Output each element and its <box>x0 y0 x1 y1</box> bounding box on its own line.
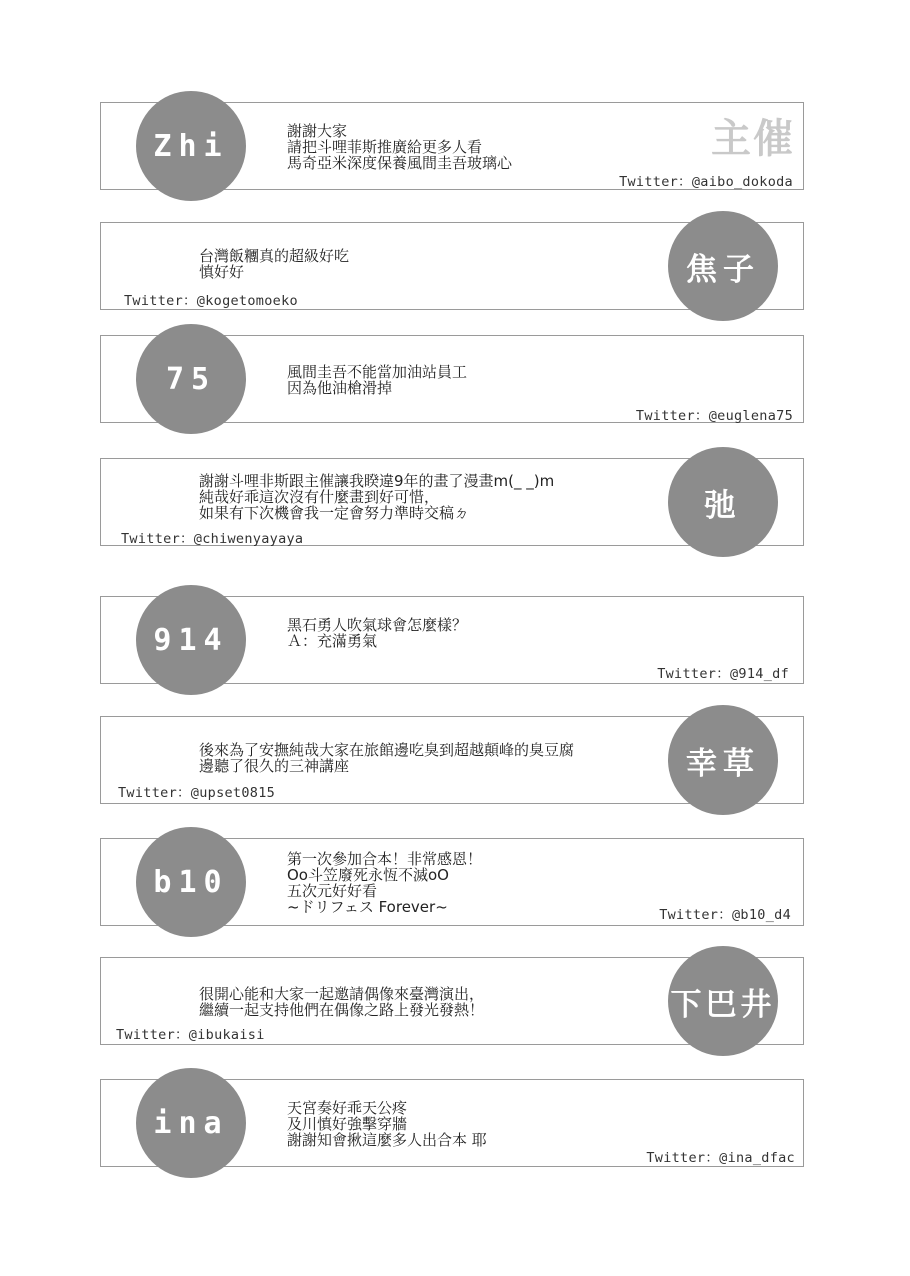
author-avatar: Zhi <box>136 91 246 201</box>
twitter-handle: Twitter：@upset0815 <box>118 785 276 801</box>
author-avatar: 幸草 <box>668 705 778 815</box>
author-avatar: 下巴井 <box>668 946 778 1056</box>
author-avatar: ina <box>136 1068 246 1178</box>
message-text: 台灣飯糰真的超級好吃 慎好好 <box>199 247 350 281</box>
author-avatar: b10 <box>136 827 246 937</box>
twitter-handle: Twitter：@914_df <box>657 666 789 682</box>
message-text: 風間圭吾不能當加油站員工 因為他油槍滑掉 <box>287 363 468 397</box>
author-avatar: 914 <box>136 585 246 695</box>
twitter-handle: Twitter：@euglena75 <box>635 408 793 424</box>
author-avatar: 75 <box>136 324 246 434</box>
message-text: 很開心能和大家一起邀請偶像來臺灣演出， 繼續一起支持他們在偶像之路上發光發熱！ <box>199 985 485 1019</box>
message-text: 第一次參加合本！非常感恩！ Oo斗笠廢死永恆不滅oO 五次元好好看 ~ドリフェス Forever~ <box>287 850 483 916</box>
author-avatar: 弛 <box>668 447 778 557</box>
message-text: 謝謝斗哩非斯跟主催讓我睽違9年的畫了漫畫m(_ _)m 純哉好乖這次沒有什麼畫到好可惜， 如果有下次機會我一定會努力準時交稿ㄉ <box>199 472 555 522</box>
message-text: 黑石勇人吹氣球會怎麼樣？ Ａ：充滿勇氣 <box>287 616 468 650</box>
host-badge: 主催 <box>711 116 795 162</box>
twitter-handle: Twitter：@b10_d4 <box>659 907 791 923</box>
twitter-handle: Twitter：@aibo_dokoda <box>619 174 793 190</box>
message-text: 謝謝大家 請把斗哩菲斯推廣給更多人看 馬奇亞米深度保養風間圭吾玻璃心 <box>287 122 513 172</box>
author-avatar: 焦子 <box>668 211 778 321</box>
twitter-handle: Twitter：@ina_dfac <box>646 1150 795 1166</box>
twitter-handle: Twitter：@ibukaisi <box>116 1027 265 1043</box>
twitter-handle: Twitter：@chiwenyayaya <box>121 531 304 547</box>
message-text: 天宮奏好乖天公疼 及川慎好強擊穿牆 謝謝知會揪這麼多人出合本 耶 <box>287 1099 487 1149</box>
message-text: 後來為了安撫純哉大家在旅館邊吃臭到超越顛峰的臭豆腐 邊聽了很久的三神講座 <box>199 741 575 775</box>
twitter-handle: Twitter：@kogetomoeko <box>124 293 298 309</box>
